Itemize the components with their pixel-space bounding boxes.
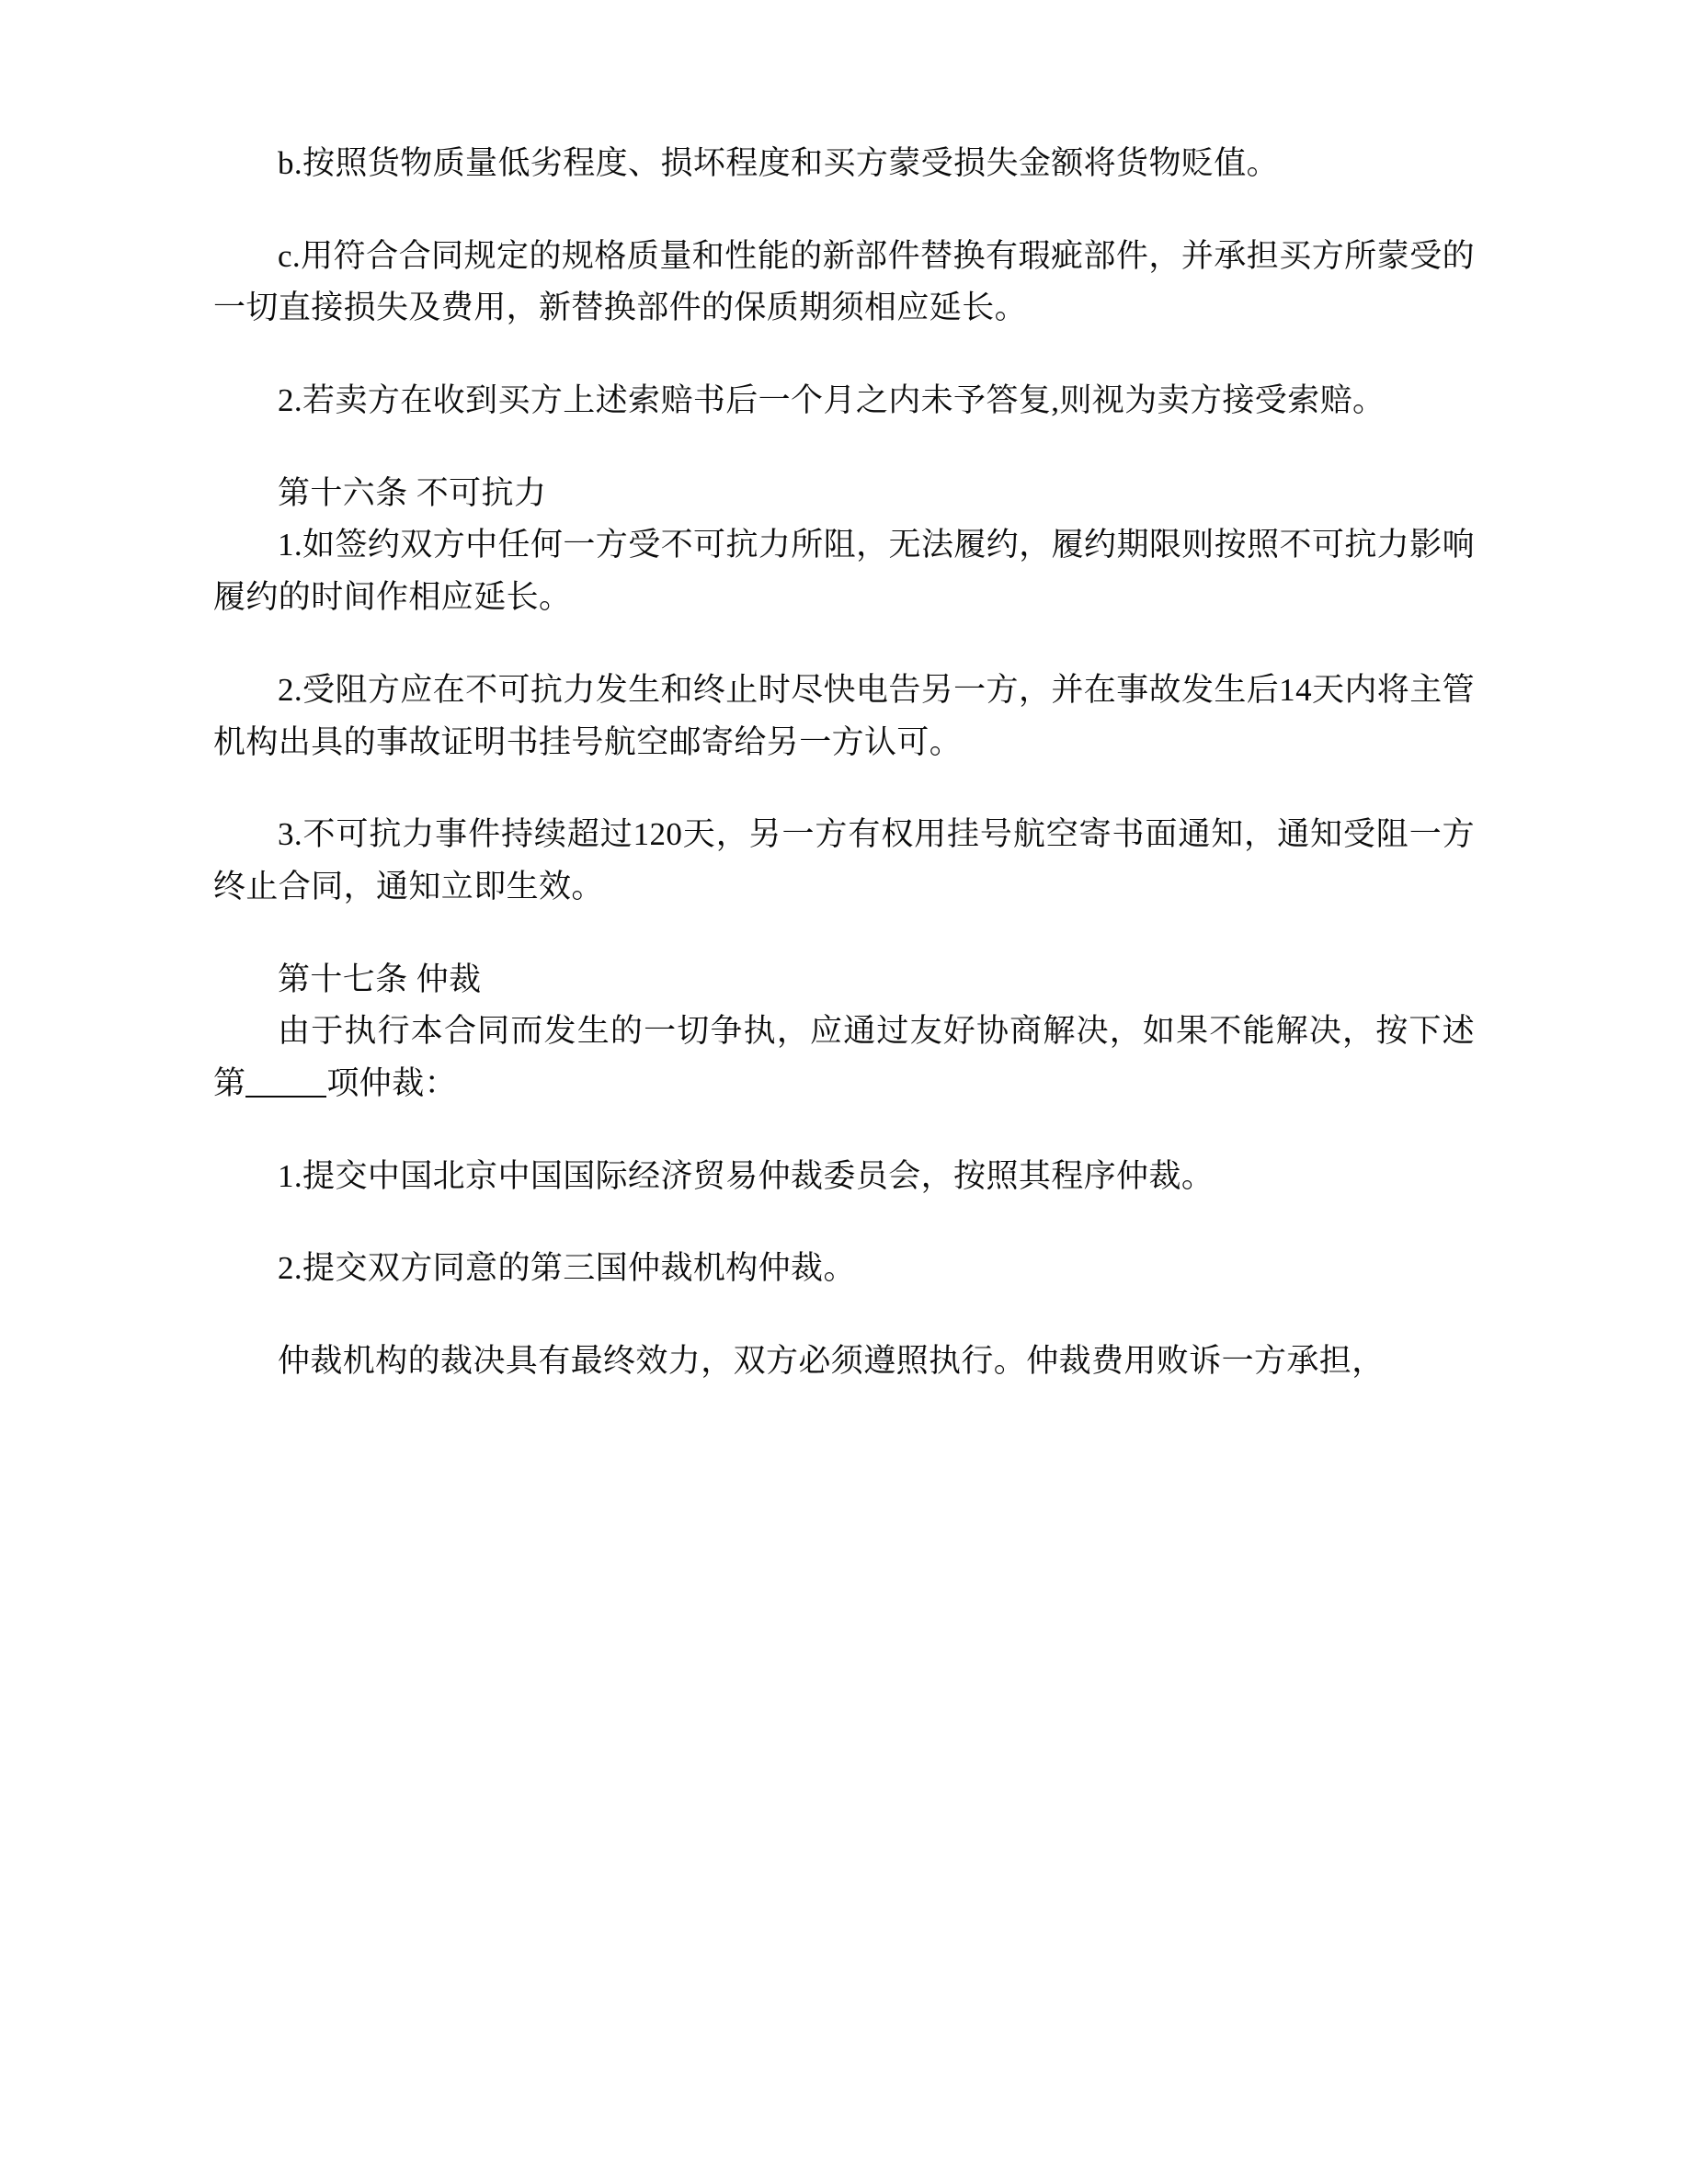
paragraph-claim-b: b.按照货物质量低劣程度、损坏程度和买方蒙受损失金额将货物贬值。 <box>278 145 1280 181</box>
paragraph-article-17-item-1: 1.提交中国北京中国国际经济贸易仲裁委员会，按照其程序仲裁。 <box>278 1157 1215 1194</box>
paragraph-claim-item-2: 2.若卖方在收到买方上述索赔书后一个月之内未予答复,则视为卖方接受索赔。 <box>278 382 1386 419</box>
paragraph-article-17-intro <box>213 1006 1475 1109</box>
fill-in-blank-arbitration-option[interactable] <box>245 1096 326 1098</box>
heading-article-17: 第十七条 仲裁 <box>278 961 482 997</box>
intro-text-before: 由于执行本合同而发生的一切争执，应通过友好协商解决，如果不能解决，按下述第 <box>213 1013 1475 1101</box>
paragraph-article-16-item-3: 3.不可抗力事件持续超过120天，另一方有权用挂号航空寄书面通知，通知受阻一方终止合同，通知立即生效。 <box>213 816 1475 904</box>
heading-article-16: 第十六条 不可抗力 <box>278 474 547 511</box>
paragraph-claim-c: c.用符合合同规定的规格质量和性能的新部件替换有瑕疵部件，并承担买方所蒙受的一切直接损失及费用，新替换部件的保质期须相应延长。 <box>213 237 1475 326</box>
paragraph-article-16-item-1: 1.如签约双方中任何一方受不可抗力所阻，无法履约，履约期限则按照不可抗力影响履约的时间作相应延长。 <box>213 527 1475 616</box>
intro-text-after: 项仲裁： <box>326 1064 458 1101</box>
document-body <box>213 138 1475 1388</box>
paragraph-article-17-closing: 仲裁机构的裁决具有最终效力，双方必须遵照执行。仲裁费用败诉一方承担， <box>278 1343 1385 1379</box>
paragraph-article-17-item-2: 2.提交双方同意的第三国仲裁机构仲裁。 <box>278 1250 856 1287</box>
paragraph-article-16-item-2: 2.受阻方应在不可抗力发生和终止时尽快电告另一方，并在事故发生后14天内将主管机构出具的事故证明书挂号航空邮寄给另一方认可。 <box>213 671 1475 760</box>
